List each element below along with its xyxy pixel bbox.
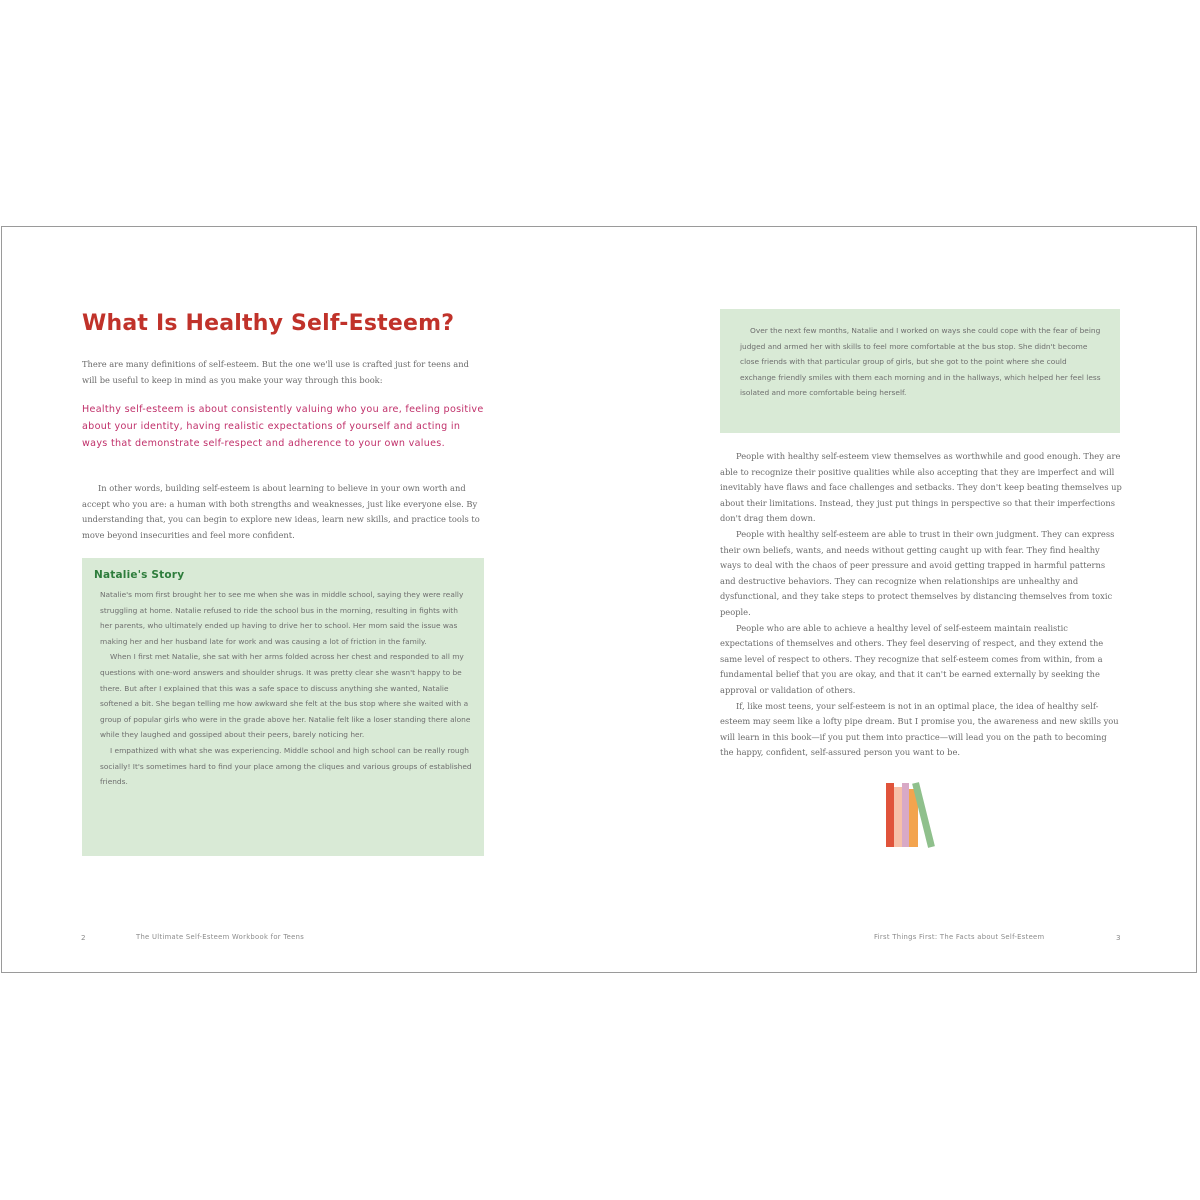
story-paragraph: Natalie's mom first brought her to see me when she was in middle school, saying they were really struggling at home. Natalie refused to ride the school bus in the morning, resulting in fights with her parents, who ultimately ended up having to drive her to school. Her mom said the issue was making her and her husband late for work and was causing a lot of friction in the family. bbox=[100, 590, 464, 646]
right-page bbox=[600, 227, 1198, 972]
page-number: 3 bbox=[1116, 933, 1121, 942]
book-spread bbox=[1, 226, 1197, 973]
intro-paragraph bbox=[82, 357, 482, 388]
book-spine bbox=[902, 783, 909, 847]
book-spine bbox=[886, 783, 894, 847]
callout-text: Over the next few months, Natalie and I worked on ways she could cope with the fear of being judged and armed her with skills to feel more comfortable at the bus stop. She didn't become close friends with that particular group of girls, but she got to the point where she could exchange friendly smiles with them each morning and in the hallways, which helped her feel less isolated and more comfortable being herself. bbox=[740, 326, 1101, 398]
body-paragraph: People with healthy self-esteem are able to trust in their own judgment. They can express their own beliefs, wants, and needs without getting caught up with fear. They find healthy ways to deal with the chaos of peer pressure and avoid getting trapped in harmful patterns and destructive behaviors. They can recognize when relationships are unhealthy and dysfunctional, and they take steps to protect themselves by distancing themselves from toxic people. bbox=[720, 528, 1115, 617]
right-running-footer: First Things First: The Facts about Self-Esteem bbox=[874, 933, 1045, 941]
book-spine bbox=[894, 787, 902, 847]
body-text: In other words, building self-esteem is about learning to believe in your own worth and accept who you are: a human with both strengths and weaknesses, just like everyone else. By understanding that, you can begin to explore new ideas, learn new skills, and practice tools to move beyond insecurities and feel more confident. bbox=[82, 483, 480, 540]
story-title: Natalie's Story bbox=[94, 569, 185, 581]
story-paragraph: I empathized with what she was experiencing. Middle school and high school can be really rough socially! It's sometimes hard to find your place among the cliques and various groups of established friends. bbox=[100, 745, 472, 787]
right-body bbox=[720, 449, 1122, 761]
story-paragraph: When I first met Natalie, she sat with her arms folded across her chest and responded to all my questions with one-word answers and shoulder shrugs. It was pretty clear she wasn't happy to be there. But after I explained that this was a safe space to discuss anything she wanted, Natalie softened a bit. She began telling me how awkward she felt at the bus stop where she waited with a group of popular girls who were in the grade above her. Natalie felt like a loser standing there alone while they laughed and gossiped about their peers, barely noticing her. bbox=[100, 652, 471, 740]
body-paragraph bbox=[82, 481, 484, 543]
body-paragraph: People who are able to achieve a healthy level of self-esteem maintain realistic expectations of themselves and others. They feel deserving of respect, and they extend the same level of respect to others. They recognize that self-esteem comes from within, from a fundamental belief that you are okay, and that it can't be earned externally by seeking the approval or validation of others. bbox=[720, 622, 1104, 695]
story-text bbox=[100, 587, 472, 790]
body-paragraph: If, like most teens, your self-esteem is not in an optimal place, the idea of healthy self-esteem may seem like a lofty pipe dream. But I promise you, the awareness and new skills you will learn in this book—if you put them into practice—will lead you on the path to becoming the happy, confident, self-assured person you want to be. bbox=[720, 700, 1119, 758]
intro-text: There are many definitions of self-esteem. But the one we'll use is crafted just for teens and will be useful to keep in mind as you make your way through this book: bbox=[82, 359, 469, 385]
story-continuation-box bbox=[720, 309, 1120, 433]
books-icon bbox=[884, 779, 974, 853]
page-heading: What Is Healthy Self-Esteem? bbox=[82, 311, 455, 336]
page-number: 2 bbox=[81, 933, 86, 942]
left-page-number bbox=[81, 933, 86, 942]
right-page-number bbox=[1116, 933, 1121, 942]
definition-callout: Healthy self-esteem is about consistently valuing who you are, feeling positive about your identity, having realistic expectations of yourself and acting in ways that demonstrate self-respect and adherence to your own values. bbox=[82, 404, 484, 449]
left-running-footer: The Ultimate Self-Esteem Workbook for Teens bbox=[136, 933, 305, 941]
body-paragraph: People with healthy self-esteem view themselves as worthwhile and good enough. They are able to recognize their positive qualities while also accepting that they are imperfect and will inevitably have flaws and face challenges and setbacks. They don't keep beating themselves up about their limitations. Instead, they just put things in perspective so that their imperfections don't drag them down. bbox=[720, 451, 1122, 524]
story-sidebar bbox=[82, 558, 484, 856]
left-page bbox=[2, 227, 600, 972]
